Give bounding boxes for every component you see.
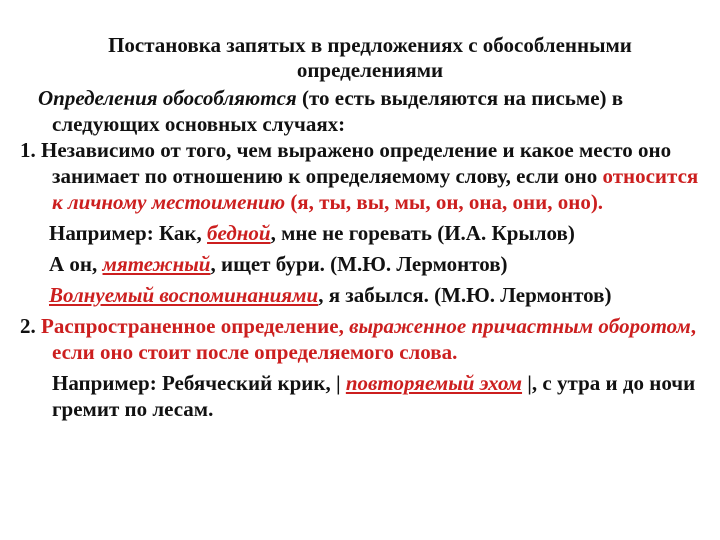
rule-2-number: 2. (20, 314, 36, 338)
example-4 (16, 370, 706, 422)
example-2-rest: , ищет бури. (М.Ю. Лермонтов) (210, 252, 508, 276)
slide-title: Постановка запятых в предложениях с обособленными определениями (108, 33, 632, 82)
example-1 (16, 220, 706, 246)
rule-2-participle-term: выраженное причастным оборотом (349, 314, 691, 338)
slide-body (16, 85, 706, 422)
example-1-highlight: бедной (207, 221, 271, 245)
rule-1-pronoun-term: к личному местоимению (52, 190, 286, 214)
example-3-highlight: Волнуемый воспоминаниями (49, 283, 319, 307)
rule-1 (16, 137, 706, 215)
intro-paragraph (16, 85, 706, 137)
rule-1-number: 1. (20, 138, 36, 162)
example-3-rest: , я забылся. (М.Ю. Лермонтов) (318, 283, 612, 307)
rule-2 (16, 313, 706, 365)
rule-2-rest: , если оно стоит после определяемого слова. (52, 314, 696, 364)
intro-term: Определения обособляются (38, 86, 297, 110)
example-2-highlight: мятежный (102, 252, 211, 276)
rule-1-highlight: относится (602, 164, 699, 188)
rule-2-text: Распространенное определение, (35, 314, 350, 338)
example-4-lead: Например: Ребяческий крик, | (52, 371, 346, 395)
example-1-lead: Например: Как, (49, 221, 208, 245)
example-4-highlight: повторяемый эхом (345, 371, 523, 395)
example-4-rest: |, с утра и до ночи гремит по лесам. (52, 371, 696, 421)
example-2 (16, 251, 706, 277)
rule-1-pronoun-list: (я, ты, вы, мы, он, она, они, оно). (285, 190, 604, 214)
example-3 (16, 282, 706, 308)
rule-1-text: Независимо от того, чем выражено определение и какое место оно занимает по отношению к определяемому слову, если оно (35, 138, 672, 188)
example-1-rest: , мне не горевать (И.А. Крылов) (270, 221, 575, 245)
intro-rest: (то есть выделяются на письме) в следующих основных случаях: (52, 86, 624, 136)
example-2-lead: А он, (49, 252, 103, 276)
